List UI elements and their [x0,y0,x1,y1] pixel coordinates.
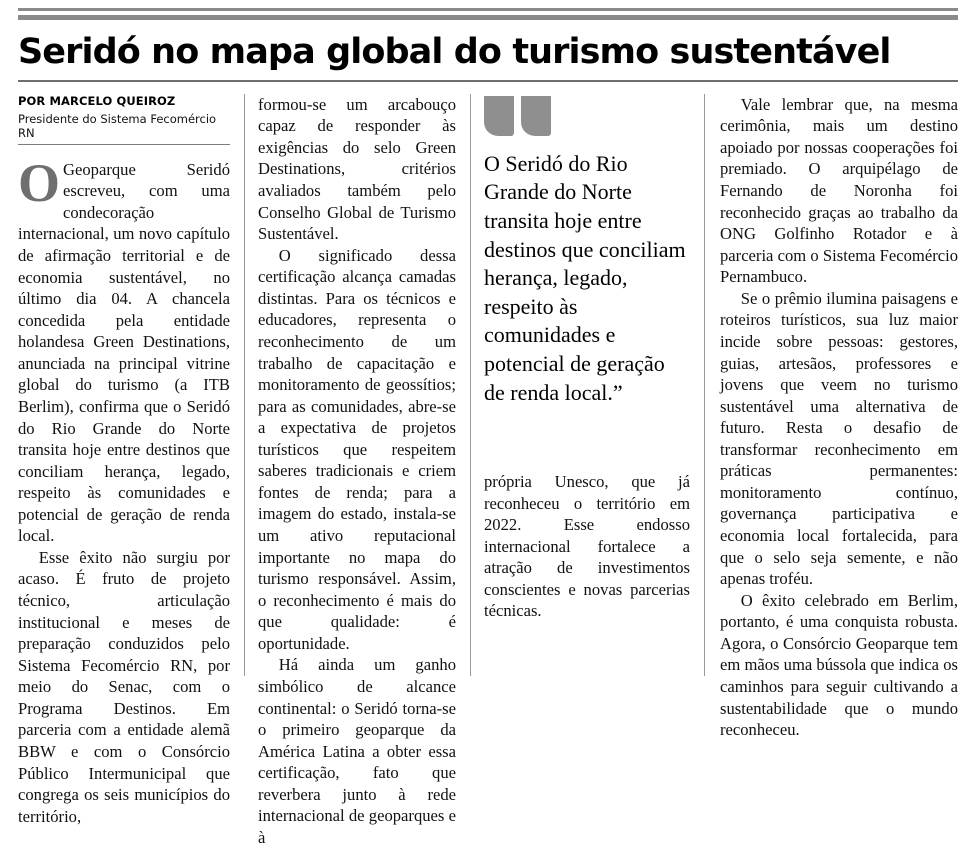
paragraph: O êxito celebrado em Berlim, portanto, é uma conquista robusta. Agora, o Consórcio Geoparque tem em mãos uma bússola que indica os caminhos para seguir cultivando a sustentabilidade que o mundo reconheceu. [720,590,958,740]
page-title: Seridó no mapa global do turismo sustentável [18,32,891,72]
paragraph: formou-se um arcabouço capaz de responder às exigências do selo Green Destinations, critérios avaliados também pelo Conselho Global de Turismo Sustentável. [258,94,456,244]
paragraph: própria Unesco, que já reconheceu o território em 2022. Esse endosso internacional fortalece a atração de investimentos conscientes e novas parcerias técnicas. [484,472,690,621]
top-rule-thick [18,15,958,20]
byline-author: POR MARCELO QUEIROZ [18,93,176,108]
article-columns [18,93,958,847]
column-3-body [484,471,690,622]
pull-quote [484,94,690,407]
top-rule-thin [18,8,958,11]
column-4 [704,94,958,740]
paragraph: Se o prêmio ilumina paisagens e roteiros turísticos, sua luz maior incide sobre pessoas: gestores, guias, artesãos, professores e jovens que veem no turismo sustentável uma alternativa de futuro. Resta o desafio de transformar reconhecimento em práticas permanentes: monitoramento contínuo, governança participativa e economia local fortalecida, para que o selo seja semente, e não apenas troféu. [720,288,958,589]
byline-role: Presidente do Sistema Fecomércio RN [18,112,230,145]
headline-divider [18,80,958,82]
column-2 [244,94,470,847]
paragraph: Vale lembrar que, na mesma cerimônia, mais um destino apoiado por nossas cooperações foi premiado. O arquipélago de Fernando de Noronha foi reconhecido graças ao trabalho da ONG Golfinho Rotador e à parceria com o Sistema Fecomércio Pernambuco. [720,94,958,287]
paragraph [18,152,230,547]
paragraph: Esse êxito não surgiu por acaso. É fruto de projeto técnico, articulação institucional e meses de preparação conduzidos pelo Sistema Fecomércio RN, por meio do Senac, com o Programa Destinos. Em parceria com a entidade alemã BBW e com o Consórcio Público Intermunicipal que congrega os seis municípios do território, [18,547,230,826]
column-spacer [484,425,690,471]
drop-cap: O [18,152,61,213]
column-3 [470,94,704,676]
column-1 [18,93,244,826]
pull-quote-text: O Seridó do Rio Grande do Norte transita hoje entre destinos que conciliam herança, legado, respeito às comunidades e potencial de geração de renda local.” [484,150,686,405]
paragraph-text: Geoparque Seridó escreveu, com uma condecoração internacional, um novo capítulo de afirmação territorial e de economia sustentável, no último dia 04. A chancela concedida pela entidade holandesa Green Destinations, anunciada na principal vitrine global do turismo (a ITB Berlim), confirma que o Seridó do Rio Grande do Norte transita hoje entre destinos que conciliam herança, legado, respeito às comunidades e potencial de geração de renda local. [18,159,230,546]
paragraph: O significado dessa certificação alcança camadas distintas. Para os técnicos e educadores, representa o reconhecimento de um trabalho de capacitação e monitoramento de geossítios; para as comunidades, abre-se a expectativa de projetos turísticos que respeitem saberes tradicionais e criem fontes de renda; para a imagem do estado, instala-se um ativo reputacional importante no mapa do turismo responsável. Assim, o reconhecimento é mais do que qualidade: é oportunidade. [258,245,456,653]
paragraph: Há ainda um ganho simbólico de alcance continental: o Seridó torna-se o primeiro geoparque da América Latina a obter essa certificação, fato que reverbera junto à rede internacional de geoparques e à [258,655,456,847]
quote-mark-icon [484,96,558,136]
article-page [0,8,976,847]
